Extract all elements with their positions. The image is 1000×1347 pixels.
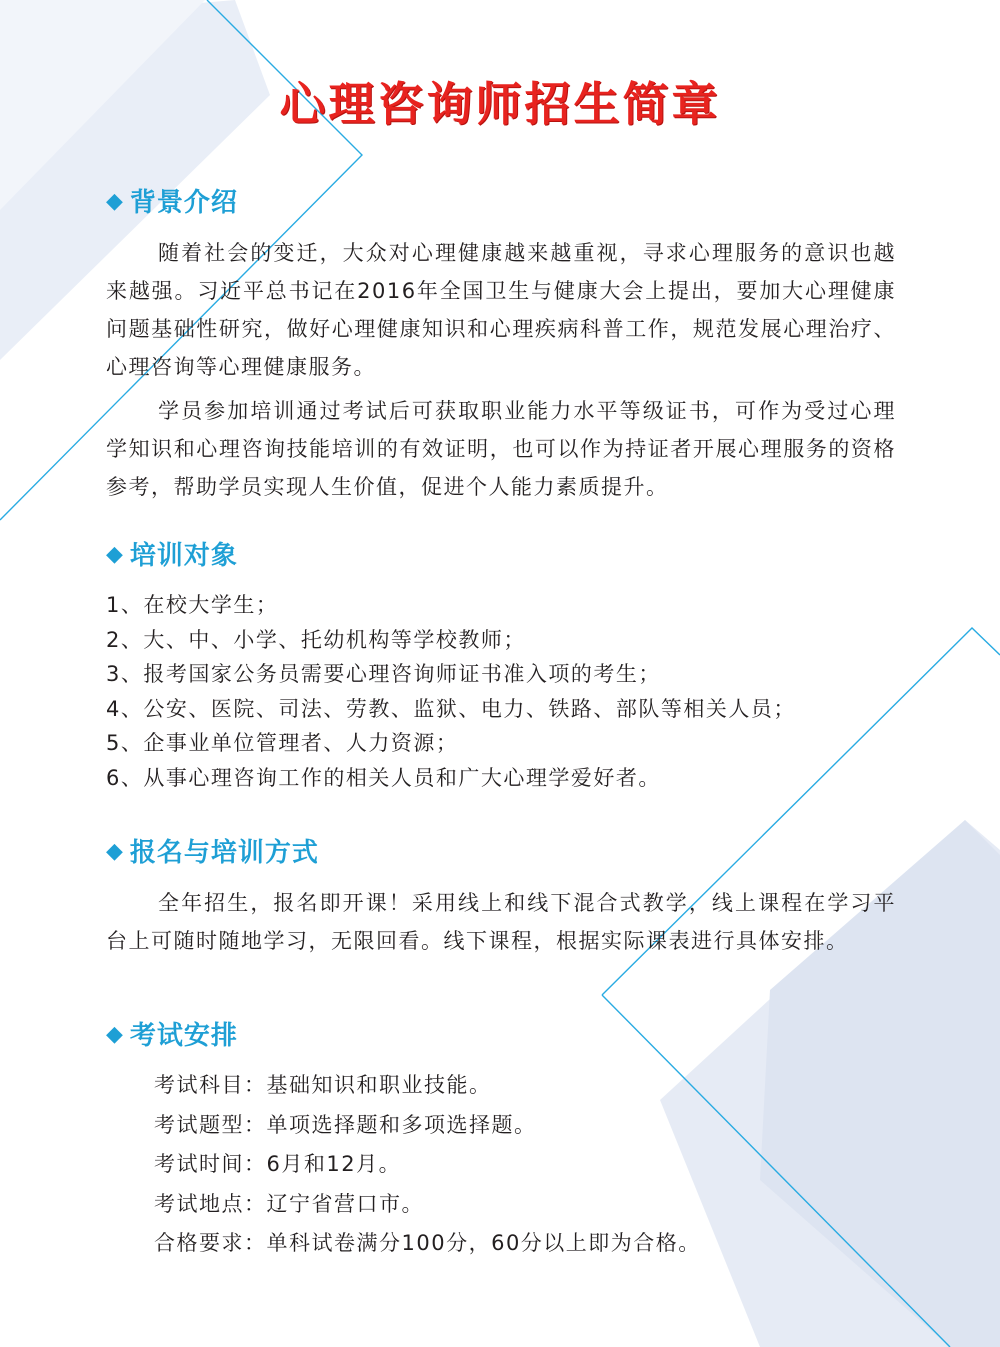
list-item: 考试题型：单项选择题和多项选择题。 bbox=[154, 1112, 537, 1137]
target-list bbox=[106, 588, 906, 795]
enrollment-paragraph: 全年招生，报名即开课！采用线上和线下混合式教学，线上课程在学习平台上可随时随地学习，无限回看。线下课程，根据实际课表进行具体安排。 bbox=[106, 891, 896, 953]
diamond-icon: ◆ bbox=[106, 540, 124, 567]
diamond-icon: ◆ bbox=[106, 1020, 124, 1047]
list-item: 2、大、中、小学、托幼机构等学校教师； bbox=[106, 627, 526, 652]
section-heading-targets bbox=[106, 535, 238, 572]
list-item: 考试科目：基础知识和职业技能。 bbox=[154, 1073, 492, 1097]
list-item: 4、公安、医院、司法、劳教、监狱、电力、铁路、部队等相关人员； bbox=[106, 696, 796, 721]
section-heading-background bbox=[106, 182, 238, 219]
section-heading-enrollment bbox=[106, 832, 319, 869]
section-heading-label: 考试安排 bbox=[129, 1021, 238, 1051]
section-heading-label: 报名与培训方式 bbox=[129, 838, 319, 868]
list-item: 考试地点：辽宁省营口市。 bbox=[154, 1191, 424, 1216]
background-paragraph-1: 随着社会的变迁，大众对心理健康越来越重视，寻求心理服务的意识也越来越强。习近平总书记在2016年全国卫生与健康大会上提出，要加大心理健康问题基础性研究，做好心理健康知识和心理疾病科普工作，规范发展心理治疗、心理咨询等心理健康服务。 bbox=[106, 241, 896, 379]
page-title: 心理咨询师招生简章 bbox=[279, 77, 721, 131]
section-heading-label: 培训对象 bbox=[129, 541, 238, 571]
list-item: 合格要求：单科试卷满分100分，60分以上即为合格。 bbox=[154, 1231, 701, 1255]
list-item: 3、报考国家公务员需要心理咨询师证书准入项的考生； bbox=[106, 662, 661, 686]
background-paragraph-2: 学员参加培训通过考试后可获取职业能力水平等级证书，可作为受过心理学知识和心理咨询技能培训的有效证明，也可以作为持证者开展心理服务的资格参考，帮助学员实现人生价值，促进个人能力素质提升。 bbox=[106, 399, 896, 499]
list-item: 1、在校大学生； bbox=[106, 593, 279, 617]
list-item: 5、企事业单位管理者、人力资源； bbox=[106, 731, 459, 755]
section-heading-exam bbox=[106, 1015, 238, 1052]
diamond-icon: ◆ bbox=[106, 837, 124, 864]
list-item: 考试时间：6月和12月。 bbox=[154, 1152, 402, 1176]
exam-list bbox=[154, 1066, 914, 1264]
diamond-icon: ◆ bbox=[106, 187, 124, 214]
section-heading-label: 背景介绍 bbox=[129, 188, 238, 218]
list-item: 6、从事心理咨询工作的相关人员和广大心理学爱好者。 bbox=[106, 765, 661, 790]
